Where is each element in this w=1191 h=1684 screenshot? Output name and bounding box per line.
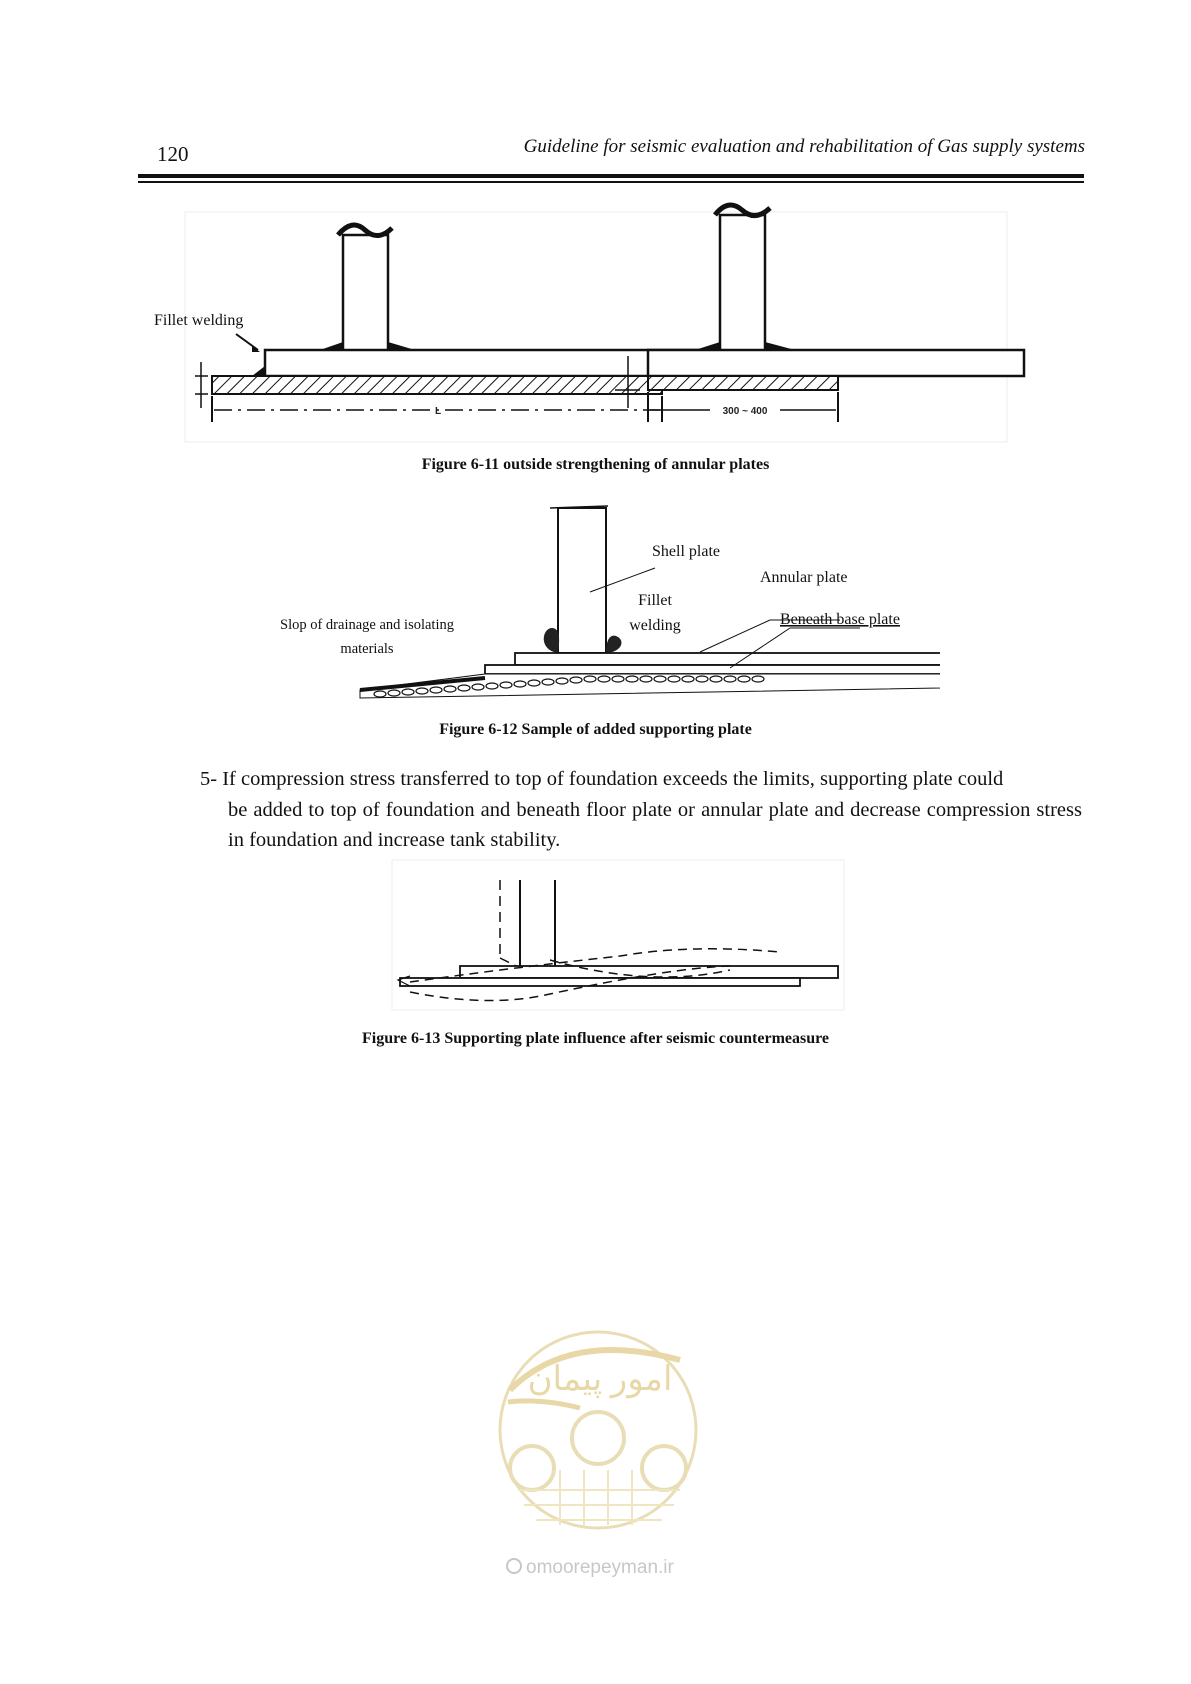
label-beneath-base-plate: Beneath base plate (780, 611, 900, 628)
running-title: Guideline for seismic evaluation and rehabilitation of Gas supply systems (523, 136, 1085, 157)
left-detail (195, 225, 785, 422)
label-slope-line1: Slop of drainage and isolating (280, 617, 454, 633)
caption-figure-6-13: Figure 6-13 Supporting plate influence after seismic countermeasure (361, 1030, 830, 1047)
figure-6-11 (140, 200, 1040, 450)
paragraph-item-5 (200, 764, 1082, 856)
watermark-site: omoorepeyman.ir (526, 1557, 674, 1578)
figure-6-12 (260, 500, 940, 710)
label-slope-line2: materials (340, 641, 394, 657)
caption-figure-6-11: Figure 6-11 outside strengthening of annular plates (421, 456, 770, 473)
right-detail (615, 205, 1024, 422)
label-fillet: Fillet (638, 592, 672, 609)
paragraph-line-1: 5- If compression stress transferred to top of foundation exceeds the limits, supporting plate could (200, 768, 1004, 790)
label-welding: welding (629, 617, 681, 634)
label-shell-plate: Shell plate (652, 543, 720, 560)
watermark-logo (480, 1320, 720, 1590)
paragraph-rest: be added to top of foundation and beneath floor plate or annular plate and decrease compression stress in foundation and increase tank stability. (228, 798, 1082, 851)
dim-label-l: L (434, 406, 442, 417)
header-rule-thick (138, 174, 1084, 178)
header-rule-thin (138, 181, 1084, 183)
dim-label-300-400: 300 ~ 400 (722, 406, 768, 417)
label-fillet-welding: Fillet welding (154, 312, 244, 329)
page-number: 120 (157, 142, 189, 166)
watermark-logo-text: امور پیمان (527, 1361, 673, 1398)
caption-figure-6-12: Figure 6-12 Sample of added supporting plate (439, 721, 752, 738)
label-annular-plate: Annular plate (760, 569, 848, 586)
figure-6-13 (390, 858, 850, 1018)
